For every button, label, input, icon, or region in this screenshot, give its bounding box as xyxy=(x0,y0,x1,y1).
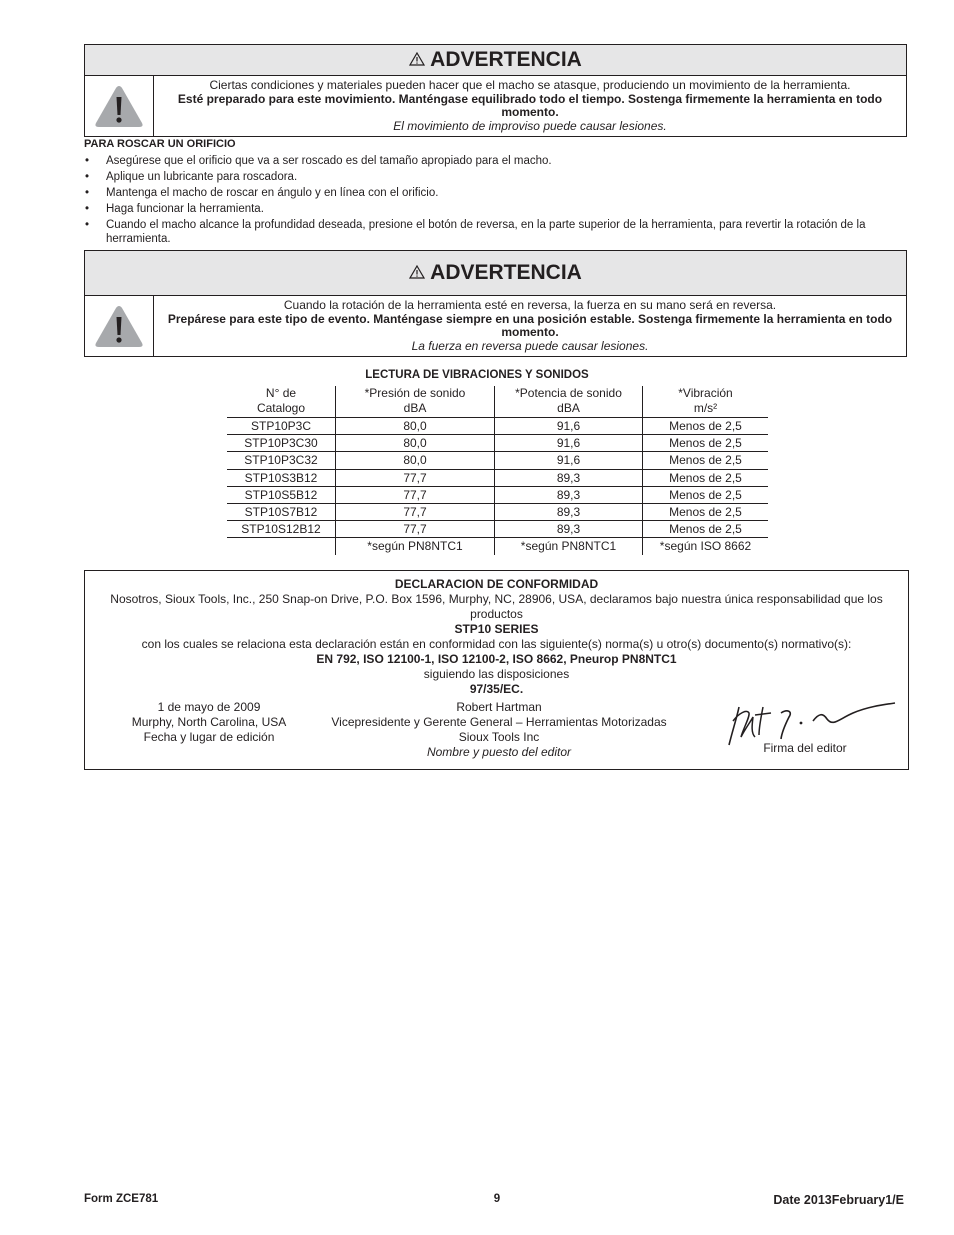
page-number: 9 xyxy=(493,1193,501,1205)
warning-triangle-icon xyxy=(409,261,425,285)
warning-title: ADVERTENCIA xyxy=(430,261,582,284)
table-header-row xyxy=(227,386,768,418)
declaration-product: STP10 SERIES xyxy=(454,622,539,636)
table-row: STP10P3C 80,0 91,6 Menos de 2,5 xyxy=(227,418,768,435)
table-row: STP10S7B12 77,7 89,3 Menos de 2,5 xyxy=(227,503,768,520)
list-item: • Cuando el macho alcance la profundidad deseada, presione el botón de reversa, en la parte superior de la herramienta, para revertir la rotación de la herramienta. xyxy=(85,219,866,245)
declaration-provisions-text: siguiendo las disposiciones xyxy=(423,667,570,681)
table-footnote-row: *según PN8NTC1 *según PN8NTC1 *según ISO 8662 xyxy=(227,538,768,555)
list-item: • Asegúrese que el orificio que va a ser roscado es del tamaño apropiado para el macho. xyxy=(85,155,552,167)
tapping-steps-list xyxy=(84,154,907,248)
exclamation-triangle-icon xyxy=(94,85,144,129)
warning-instruction-text: Esté preparado para este movimiento. Manténgase equilibrado todo el tiempo. Sostenga firmemente la herramienta en todo momento. xyxy=(177,91,883,119)
list-item: • Haga funcionar la herramienta. xyxy=(85,203,264,215)
list-item: • Mantenga el macho de roscar en ángulo y en línea con el orificio. xyxy=(85,187,439,199)
exclamation-triangle-icon xyxy=(94,305,144,349)
vibration-table-title: LECTURA DE VIBRACIONES Y SONIDOS xyxy=(365,369,589,381)
warning-condition-text: Ciertas condiciones y materiales pueden hacer que el macho se atasque, produciendo un movimiento de la herramienta. xyxy=(209,78,851,92)
warning-condition-text: Cuando la rotación de la herramienta esté en reversa, la fuerza en su mano será en reversa. xyxy=(283,298,777,312)
column-header-sound-pressure: *Presión de sonido dBA xyxy=(336,386,495,418)
warning-box-2 xyxy=(84,250,907,357)
signature-block xyxy=(705,699,905,759)
declaration-of-conformity xyxy=(84,570,909,770)
warning-box-1 xyxy=(84,44,907,137)
warning-instruction-text: Prepárese para este tipo de evento. Manténgase siempre en una posición estable. Sostenga firmemente la herramienta en todo momento. xyxy=(167,311,893,339)
declaration-standards: EN 792, ISO 12100-1, ISO 12100-2, ISO 8662, Pneurop PN8NTC1 xyxy=(316,652,677,666)
warning-title: ADVERTENCIA xyxy=(430,48,582,71)
issue-date-place: 1 de mayo de 2009 Murphy, North Carolina, USA Fecha y lugar de edición xyxy=(131,700,287,744)
column-header-sound-power: *Potencia de sonido dBA xyxy=(495,386,643,418)
table-row: STP10S5B12 77,7 89,3 Menos de 2,5 xyxy=(227,486,768,503)
signer-info: Robert Hartman Vicepresidente y Gerente General – Herramientas Motorizadas Sioux Tools Inc Nombre y puesto del editor xyxy=(331,700,667,759)
tapping-section-title: PARA ROSCAR UN ORIFICIO xyxy=(84,138,236,150)
revision-date: Date 2013February1/E xyxy=(773,1193,904,1207)
signature-label: Firma del editor xyxy=(763,741,847,755)
table-row: STP10S12B12 77,7 89,3 Menos de 2,5 xyxy=(227,521,768,538)
warning-triangle-icon xyxy=(409,48,425,72)
list-item: • Aplique un lubricante para roscadora. xyxy=(85,171,298,183)
declaration-title: DECLARACION DE CONFORMIDAD xyxy=(394,577,599,591)
declaration-conformity-text: con los cuales se relaciona esta declaración están en conformidad con las siguiente(s) norma(s) u otro(s) documento(s) normativo(s): xyxy=(141,637,852,651)
table-row: STP10S3B12 77,7 89,3 Menos de 2,5 xyxy=(227,469,768,486)
warning-header xyxy=(85,45,906,76)
form-number: Form ZCE781 xyxy=(84,1193,159,1205)
column-header-vibration: *Vibración m/s² xyxy=(643,386,769,418)
warning-consequence-text: La fuerza en reversa puede causar lesiones. xyxy=(411,338,649,353)
warning-consequence-text: El movimiento de improviso puede causar lesiones. xyxy=(393,118,667,133)
column-header-catalog: N° de Catalogo xyxy=(227,386,336,418)
declaration-directive: 97/35/EC. xyxy=(469,682,524,696)
table-row: STP10P3C32 80,0 91,6 Menos de 2,5 xyxy=(227,452,768,469)
vibration-sound-table xyxy=(227,386,768,555)
declaration-statement-cont: productos xyxy=(470,607,523,621)
declaration-statement: Nosotros, Sioux Tools, Inc., 250 Snap-on Drive, P.O. Box 1596, Murphy, NC, 28906, USA, declaramos bajo nuestra única responsabilidad que los xyxy=(110,592,883,606)
warning-symbol-cell xyxy=(85,76,154,137)
warning-header xyxy=(85,251,906,296)
table-row: STP10P3C30 80,0 91,6 Menos de 2,5 xyxy=(227,435,768,452)
warning-symbol-cell xyxy=(85,296,154,357)
